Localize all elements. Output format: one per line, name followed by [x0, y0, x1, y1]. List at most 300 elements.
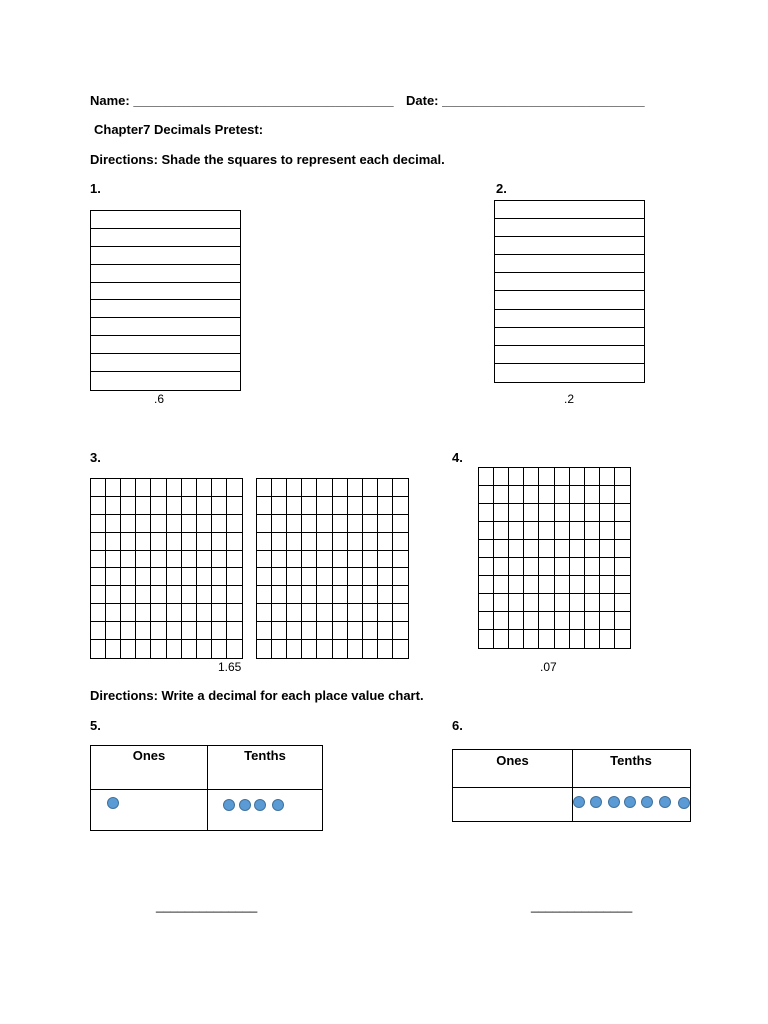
- grid-cell[interactable]: [197, 640, 212, 658]
- grid-cell[interactable]: [348, 533, 363, 551]
- strip-row[interactable]: [495, 237, 644, 255]
- grid-cell[interactable]: [539, 558, 554, 576]
- grid-cell[interactable]: [91, 604, 106, 622]
- grid-cell[interactable]: [272, 604, 287, 622]
- grid-cell[interactable]: [393, 479, 408, 497]
- grid-cell[interactable]: [363, 551, 378, 569]
- grid-cell[interactable]: [555, 612, 570, 630]
- grid-cell[interactable]: [509, 630, 524, 648]
- grid-cell[interactable]: [91, 568, 106, 586]
- grid-cell[interactable]: [363, 533, 378, 551]
- grid-cell[interactable]: [479, 504, 494, 522]
- grid-cell[interactable]: [257, 515, 272, 533]
- grid-cell[interactable]: [106, 551, 121, 569]
- grid-cell[interactable]: [272, 497, 287, 515]
- grid-cell[interactable]: [106, 479, 121, 497]
- grid-cell[interactable]: [378, 533, 393, 551]
- grid-cell[interactable]: [600, 540, 615, 558]
- grid-cell[interactable]: [287, 479, 302, 497]
- strip-row[interactable]: [91, 372, 240, 390]
- grid-cell[interactable]: [539, 540, 554, 558]
- grid-cell[interactable]: [167, 604, 182, 622]
- grid-cell[interactable]: [287, 515, 302, 533]
- tenths-strip-2[interactable]: [494, 200, 645, 383]
- grid-cell[interactable]: [182, 515, 197, 533]
- grid-cell[interactable]: [509, 540, 524, 558]
- grid-cell[interactable]: [257, 622, 272, 640]
- grid-cell[interactable]: [555, 540, 570, 558]
- grid-cell[interactable]: [555, 522, 570, 540]
- grid-cell[interactable]: [197, 479, 212, 497]
- grid-cell[interactable]: [91, 640, 106, 658]
- grid-cell[interactable]: [494, 612, 509, 630]
- grid-cell[interactable]: [287, 604, 302, 622]
- grid-cell[interactable]: [121, 515, 136, 533]
- grid-cell[interactable]: [121, 551, 136, 569]
- grid-cell[interactable]: [257, 479, 272, 497]
- grid-cell[interactable]: [151, 497, 166, 515]
- grid-cell[interactable]: [585, 630, 600, 648]
- grid-cell[interactable]: [494, 558, 509, 576]
- grid-cell[interactable]: [182, 479, 197, 497]
- grid-cell[interactable]: [555, 576, 570, 594]
- grid-cell[interactable]: [197, 533, 212, 551]
- grid-cell[interactable]: [227, 604, 242, 622]
- grid-cell[interactable]: [615, 594, 630, 612]
- grid-cell[interactable]: [257, 586, 272, 604]
- grid-cell[interactable]: [600, 468, 615, 486]
- strip-row[interactable]: [495, 310, 644, 328]
- grid-cell[interactable]: [302, 497, 317, 515]
- hundredths-grid-3b[interactable]: [256, 478, 409, 659]
- grid-cell[interactable]: [585, 558, 600, 576]
- grid-cell[interactable]: [479, 612, 494, 630]
- grid-cell[interactable]: [615, 576, 630, 594]
- grid-cell[interactable]: [227, 622, 242, 640]
- grid-cell[interactable]: [348, 568, 363, 586]
- grid-cell[interactable]: [363, 586, 378, 604]
- grid-cell[interactable]: [136, 586, 151, 604]
- strip-row[interactable]: [91, 265, 240, 283]
- grid-cell[interactable]: [539, 630, 554, 648]
- grid-cell[interactable]: [91, 515, 106, 533]
- grid-cell[interactable]: [121, 604, 136, 622]
- grid-cell[interactable]: [615, 540, 630, 558]
- grid-cell[interactable]: [257, 604, 272, 622]
- strip-row[interactable]: [91, 318, 240, 336]
- grid-cell[interactable]: [257, 533, 272, 551]
- grid-cell[interactable]: [509, 504, 524, 522]
- strip-row[interactable]: [91, 211, 240, 229]
- grid-cell[interactable]: [227, 515, 242, 533]
- grid-cell[interactable]: [348, 586, 363, 604]
- grid-cell[interactable]: [197, 515, 212, 533]
- grid-cell[interactable]: [167, 568, 182, 586]
- grid-cell[interactable]: [151, 640, 166, 658]
- grid-cell[interactable]: [212, 640, 227, 658]
- grid-cell[interactable]: [524, 522, 539, 540]
- grid-cell[interactable]: [509, 522, 524, 540]
- grid-cell[interactable]: [182, 551, 197, 569]
- grid-cell[interactable]: [136, 479, 151, 497]
- grid-cell[interactable]: [393, 551, 408, 569]
- grid-cell[interactable]: [287, 586, 302, 604]
- name-field[interactable]: Name: ____________________________________: [90, 93, 394, 108]
- grid-cell[interactable]: [227, 551, 242, 569]
- grid-cell[interactable]: [197, 568, 212, 586]
- grid-cell[interactable]: [212, 568, 227, 586]
- grid-cell[interactable]: [287, 497, 302, 515]
- grid-cell[interactable]: [167, 533, 182, 551]
- grid-cell[interactable]: [333, 640, 348, 658]
- grid-cell[interactable]: [585, 504, 600, 522]
- grid-cell[interactable]: [378, 515, 393, 533]
- grid-cell[interactable]: [182, 640, 197, 658]
- grid-cell[interactable]: [121, 533, 136, 551]
- grid-cell[interactable]: [257, 640, 272, 658]
- grid-cell[interactable]: [479, 522, 494, 540]
- grid-cell[interactable]: [524, 486, 539, 504]
- grid-cell[interactable]: [121, 622, 136, 640]
- grid-cell[interactable]: [212, 551, 227, 569]
- grid-cell[interactable]: [393, 568, 408, 586]
- grid-cell[interactable]: [348, 515, 363, 533]
- grid-cell[interactable]: [393, 640, 408, 658]
- grid-cell[interactable]: [585, 486, 600, 504]
- grid-cell[interactable]: [363, 568, 378, 586]
- grid-cell[interactable]: [227, 640, 242, 658]
- grid-cell[interactable]: [182, 533, 197, 551]
- grid-cell[interactable]: [524, 630, 539, 648]
- grid-cell[interactable]: [136, 551, 151, 569]
- grid-cell[interactable]: [136, 533, 151, 551]
- strip-row[interactable]: [495, 201, 644, 219]
- grid-cell[interactable]: [302, 533, 317, 551]
- grid-cell[interactable]: [136, 515, 151, 533]
- grid-cell[interactable]: [494, 504, 509, 522]
- grid-cell[interactable]: [227, 568, 242, 586]
- grid-cell[interactable]: [182, 568, 197, 586]
- grid-cell[interactable]: [509, 576, 524, 594]
- grid-cell[interactable]: [378, 622, 393, 640]
- grid-cell[interactable]: [585, 594, 600, 612]
- grid-cell[interactable]: [555, 468, 570, 486]
- date-field[interactable]: Date: ____________________________: [406, 93, 645, 108]
- grid-cell[interactable]: [555, 594, 570, 612]
- grid-cell[interactable]: [272, 515, 287, 533]
- grid-cell[interactable]: [539, 594, 554, 612]
- grid-cell[interactable]: [378, 604, 393, 622]
- grid-cell[interactable]: [615, 612, 630, 630]
- grid-cell[interactable]: [333, 604, 348, 622]
- grid-cell[interactable]: [600, 522, 615, 540]
- grid-cell[interactable]: [570, 522, 585, 540]
- grid-cell[interactable]: [615, 486, 630, 504]
- grid-cell[interactable]: [494, 486, 509, 504]
- grid-cell[interactable]: [197, 622, 212, 640]
- grid-cell[interactable]: [539, 576, 554, 594]
- grid-cell[interactable]: [167, 551, 182, 569]
- grid-cell[interactable]: [348, 479, 363, 497]
- grid-cell[interactable]: [212, 515, 227, 533]
- grid-cell[interactable]: [378, 497, 393, 515]
- grid-cell[interactable]: [272, 586, 287, 604]
- grid-cell[interactable]: [151, 533, 166, 551]
- grid-cell[interactable]: [570, 594, 585, 612]
- grid-cell[interactable]: [167, 479, 182, 497]
- grid-cell[interactable]: [570, 540, 585, 558]
- grid-cell[interactable]: [212, 604, 227, 622]
- grid-cell[interactable]: [212, 622, 227, 640]
- grid-cell[interactable]: [272, 533, 287, 551]
- grid-cell[interactable]: [317, 515, 332, 533]
- grid-cell[interactable]: [287, 568, 302, 586]
- grid-cell[interactable]: [570, 558, 585, 576]
- grid-cell[interactable]: [212, 586, 227, 604]
- grid-cell[interactable]: [167, 622, 182, 640]
- grid-cell[interactable]: [287, 622, 302, 640]
- grid-cell[interactable]: [494, 594, 509, 612]
- grid-cell[interactable]: [333, 497, 348, 515]
- grid-cell[interactable]: [600, 576, 615, 594]
- grid-cell[interactable]: [555, 558, 570, 576]
- grid-cell[interactable]: [524, 504, 539, 522]
- grid-cell[interactable]: [91, 586, 106, 604]
- strip-row[interactable]: [495, 364, 644, 382]
- grid-cell[interactable]: [393, 533, 408, 551]
- grid-cell[interactable]: [257, 497, 272, 515]
- grid-cell[interactable]: [615, 522, 630, 540]
- grid-cell[interactable]: [363, 604, 378, 622]
- grid-cell[interactable]: [333, 479, 348, 497]
- grid-cell[interactable]: [348, 551, 363, 569]
- grid-cell[interactable]: [317, 586, 332, 604]
- grid-cell[interactable]: [287, 533, 302, 551]
- grid-cell[interactable]: [509, 594, 524, 612]
- grid-cell[interactable]: [570, 576, 585, 594]
- grid-cell[interactable]: [227, 479, 242, 497]
- grid-cell[interactable]: [151, 586, 166, 604]
- grid-cell[interactable]: [524, 576, 539, 594]
- strip-row[interactable]: [91, 336, 240, 354]
- grid-cell[interactable]: [615, 630, 630, 648]
- grid-cell[interactable]: [539, 486, 554, 504]
- grid-cell[interactable]: [393, 586, 408, 604]
- grid-cell[interactable]: [302, 479, 317, 497]
- grid-cell[interactable]: [333, 586, 348, 604]
- grid-cell[interactable]: [348, 604, 363, 622]
- grid-cell[interactable]: [393, 497, 408, 515]
- grid-cell[interactable]: [539, 522, 554, 540]
- grid-cell[interactable]: [106, 586, 121, 604]
- grid-cell[interactable]: [197, 586, 212, 604]
- grid-cell[interactable]: [317, 604, 332, 622]
- grid-cell[interactable]: [302, 551, 317, 569]
- grid-cell[interactable]: [212, 497, 227, 515]
- grid-cell[interactable]: [585, 576, 600, 594]
- grid-cell[interactable]: [317, 533, 332, 551]
- grid-cell[interactable]: [151, 604, 166, 622]
- grid-cell[interactable]: [348, 497, 363, 515]
- grid-cell[interactable]: [151, 479, 166, 497]
- grid-cell[interactable]: [212, 533, 227, 551]
- grid-cell[interactable]: [272, 551, 287, 569]
- grid-cell[interactable]: [317, 622, 332, 640]
- grid-cell[interactable]: [91, 497, 106, 515]
- grid-cell[interactable]: [570, 612, 585, 630]
- grid-cell[interactable]: [317, 640, 332, 658]
- grid-cell[interactable]: [106, 497, 121, 515]
- grid-cell[interactable]: [317, 568, 332, 586]
- grid-cell[interactable]: [136, 640, 151, 658]
- grid-cell[interactable]: [167, 640, 182, 658]
- grid-cell[interactable]: [585, 612, 600, 630]
- grid-cell[interactable]: [317, 479, 332, 497]
- strip-row[interactable]: [495, 219, 644, 237]
- strip-row[interactable]: [495, 346, 644, 364]
- grid-cell[interactable]: [494, 576, 509, 594]
- grid-cell[interactable]: [524, 612, 539, 630]
- grid-cell[interactable]: [182, 497, 197, 515]
- grid-cell[interactable]: [91, 479, 106, 497]
- grid-cell[interactable]: [151, 622, 166, 640]
- grid-cell[interactable]: [272, 568, 287, 586]
- grid-cell[interactable]: [479, 630, 494, 648]
- grid-cell[interactable]: [302, 640, 317, 658]
- grid-cell[interactable]: [378, 479, 393, 497]
- grid-cell[interactable]: [509, 468, 524, 486]
- grid-cell[interactable]: [555, 630, 570, 648]
- grid-cell[interactable]: [539, 504, 554, 522]
- grid-cell[interactable]: [363, 479, 378, 497]
- grid-cell[interactable]: [539, 468, 554, 486]
- grid-cell[interactable]: [494, 540, 509, 558]
- grid-cell[interactable]: [333, 533, 348, 551]
- grid-cell[interactable]: [106, 604, 121, 622]
- strip-row[interactable]: [91, 354, 240, 372]
- strip-row[interactable]: [91, 229, 240, 247]
- strip-row[interactable]: [495, 255, 644, 273]
- grid-cell[interactable]: [197, 604, 212, 622]
- grid-cell[interactable]: [151, 568, 166, 586]
- grid-cell[interactable]: [348, 622, 363, 640]
- grid-cell[interactable]: [509, 486, 524, 504]
- grid-cell[interactable]: [257, 568, 272, 586]
- grid-cell[interactable]: [615, 504, 630, 522]
- grid-cell[interactable]: [121, 497, 136, 515]
- grid-cell[interactable]: [302, 515, 317, 533]
- grid-cell[interactable]: [348, 640, 363, 658]
- grid-cell[interactable]: [106, 515, 121, 533]
- grid-cell[interactable]: [227, 533, 242, 551]
- grid-cell[interactable]: [479, 468, 494, 486]
- grid-cell[interactable]: [479, 558, 494, 576]
- grid-cell[interactable]: [287, 640, 302, 658]
- grid-cell[interactable]: [479, 540, 494, 558]
- grid-cell[interactable]: [91, 533, 106, 551]
- grid-cell[interactable]: [302, 568, 317, 586]
- grid-cell[interactable]: [317, 551, 332, 569]
- grid-cell[interactable]: [600, 630, 615, 648]
- grid-cell[interactable]: [272, 479, 287, 497]
- grid-cell[interactable]: [378, 586, 393, 604]
- grid-cell[interactable]: [197, 551, 212, 569]
- grid-cell[interactable]: [378, 568, 393, 586]
- grid-cell[interactable]: [600, 486, 615, 504]
- grid-cell[interactable]: [227, 497, 242, 515]
- grid-cell[interactable]: [494, 522, 509, 540]
- strip-row[interactable]: [495, 291, 644, 309]
- grid-cell[interactable]: [272, 640, 287, 658]
- grid-cell[interactable]: [570, 630, 585, 648]
- grid-cell[interactable]: [509, 612, 524, 630]
- grid-cell[interactable]: [479, 486, 494, 504]
- grid-cell[interactable]: [136, 604, 151, 622]
- grid-cell[interactable]: [600, 504, 615, 522]
- grid-cell[interactable]: [555, 504, 570, 522]
- grid-cell[interactable]: [524, 558, 539, 576]
- grid-cell[interactable]: [167, 515, 182, 533]
- grid-cell[interactable]: [333, 551, 348, 569]
- grid-cell[interactable]: [106, 640, 121, 658]
- grid-cell[interactable]: [600, 558, 615, 576]
- grid-cell[interactable]: [121, 640, 136, 658]
- grid-cell[interactable]: [287, 551, 302, 569]
- grid-cell[interactable]: [121, 479, 136, 497]
- grid-cell[interactable]: [333, 568, 348, 586]
- hundredths-grid-3a[interactable]: [90, 478, 243, 659]
- grid-cell[interactable]: [555, 486, 570, 504]
- grid-cell[interactable]: [121, 568, 136, 586]
- grid-cell[interactable]: [182, 604, 197, 622]
- answer-line-5[interactable]: ______________: [156, 898, 258, 913]
- strip-row[interactable]: [91, 300, 240, 318]
- grid-cell[interactable]: [227, 586, 242, 604]
- grid-cell[interactable]: [585, 540, 600, 558]
- grid-cell[interactable]: [570, 468, 585, 486]
- grid-cell[interactable]: [570, 504, 585, 522]
- strip-row[interactable]: [495, 328, 644, 346]
- grid-cell[interactable]: [106, 622, 121, 640]
- grid-cell[interactable]: [479, 576, 494, 594]
- grid-cell[interactable]: [363, 640, 378, 658]
- grid-cell[interactable]: [197, 497, 212, 515]
- grid-cell[interactable]: [524, 468, 539, 486]
- grid-cell[interactable]: [182, 586, 197, 604]
- grid-cell[interactable]: [509, 558, 524, 576]
- grid-cell[interactable]: [570, 486, 585, 504]
- grid-cell[interactable]: [302, 604, 317, 622]
- grid-cell[interactable]: [182, 622, 197, 640]
- grid-cell[interactable]: [539, 612, 554, 630]
- grid-cell[interactable]: [302, 622, 317, 640]
- grid-cell[interactable]: [363, 497, 378, 515]
- grid-cell[interactable]: [106, 533, 121, 551]
- strip-row[interactable]: [91, 283, 240, 301]
- grid-cell[interactable]: [91, 622, 106, 640]
- grid-cell[interactable]: [585, 468, 600, 486]
- grid-cell[interactable]: [151, 551, 166, 569]
- strip-row[interactable]: [495, 273, 644, 291]
- grid-cell[interactable]: [524, 540, 539, 558]
- grid-cell[interactable]: [494, 630, 509, 648]
- grid-cell[interactable]: [600, 594, 615, 612]
- grid-cell[interactable]: [136, 497, 151, 515]
- grid-cell[interactable]: [363, 622, 378, 640]
- grid-cell[interactable]: [363, 515, 378, 533]
- grid-cell[interactable]: [615, 558, 630, 576]
- grid-cell[interactable]: [106, 568, 121, 586]
